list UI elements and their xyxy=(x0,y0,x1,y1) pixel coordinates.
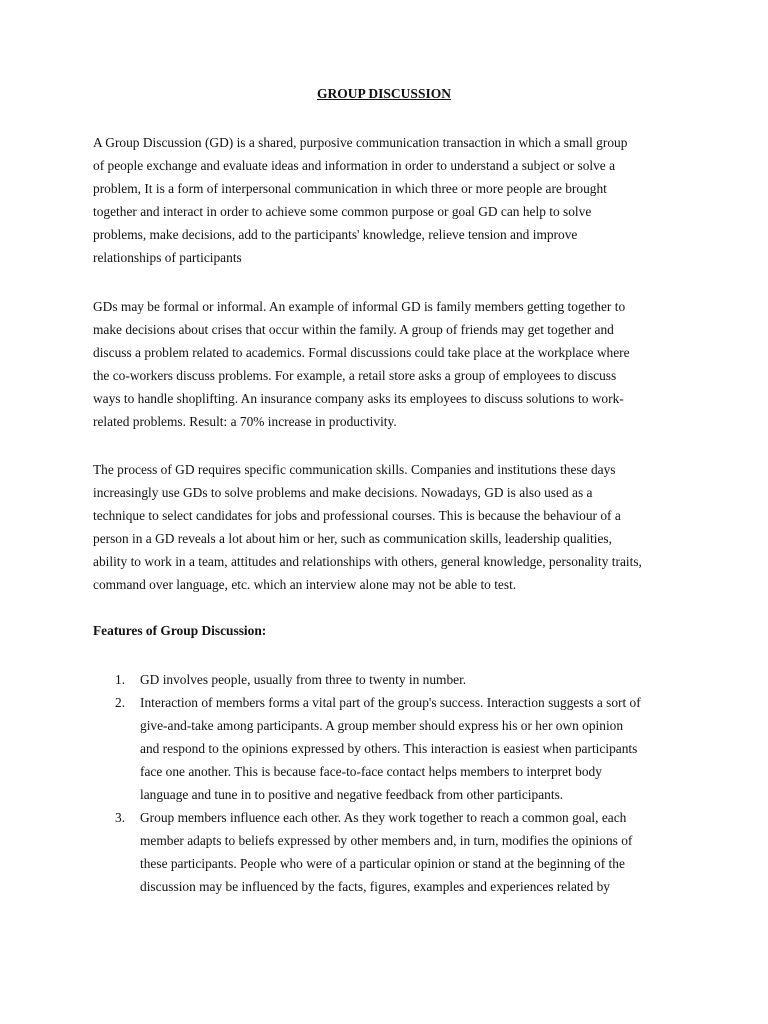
paragraph-line: problem, It is a form of interpersonal communication in which three or more people are brought xyxy=(93,181,607,196)
list-item-text: GD involves people, usually from three to twenty in number. xyxy=(140,672,467,687)
list-item-text: these participants. People who were of a particular opinion or stand at the beginning of the xyxy=(140,856,625,871)
list-item-line xyxy=(93,668,683,691)
features-list xyxy=(93,668,683,898)
paragraph-line: make decisions about crises that occur within the family. A group of friends may get together and xyxy=(93,322,614,337)
paragraph-line: technique to select candidates for jobs and professional courses. This is because the behaviour of a xyxy=(93,508,621,523)
list-item-line xyxy=(93,806,683,829)
paragraph-intro xyxy=(93,131,683,269)
paragraph-line: problems, make decisions, add to the participants' knowledge, relieve tension and improve xyxy=(93,227,578,242)
list-item-text: member adapts to beliefs expressed by other members and, in turn, modifies the opinions of xyxy=(140,833,633,848)
paragraph-formal-informal xyxy=(93,295,683,433)
list-item-line xyxy=(93,691,683,714)
paragraph-line: ability to work in a team, attitudes and relationships with others, general knowledge, personality traits, xyxy=(93,554,642,569)
paragraph-line: person in a GD reveals a lot about him or her, such as communication skills, leadership qualities, xyxy=(93,531,612,546)
list-item-text: language and tune in to positive and negative feedback from other participants. xyxy=(140,787,564,802)
paragraph-line: The process of GD requires specific communication skills. Companies and institutions these days xyxy=(93,462,616,477)
paragraph-line: ways to handle shoplifting. An insurance company asks its employees to discuss solutions to work- xyxy=(93,391,624,406)
list-item-text: give-and-take among participants. A group member should express his or her own opinion xyxy=(140,718,624,733)
list-item-line xyxy=(93,852,683,875)
list-item-number: 3. xyxy=(115,810,126,825)
features-heading: Features of Group Discussion: xyxy=(93,623,267,638)
paragraph-line: A Group Discussion (GD) is a shared, purposive communication transaction in which a small group xyxy=(93,135,628,150)
list-item-line xyxy=(93,875,683,898)
list-item-text: Interaction of members forms a vital part of the group's success. Interaction suggests a sort of xyxy=(140,695,641,710)
list-item-line xyxy=(93,760,683,783)
paragraph-line: together and interact in order to achieve some common purpose or goal GD can help to solve xyxy=(93,204,592,219)
list-item-text: face one another. This is because face-to-face contact helps members to interpret body xyxy=(140,764,602,779)
paragraph-line: discuss a problem related to academics. Formal discussions could take place at the workplace where xyxy=(93,345,630,360)
list-item-text: and respond to the opinions expressed by others. This interaction is easiest when participants xyxy=(140,741,638,756)
page-title: GROUP DISCUSSION xyxy=(317,86,451,101)
paragraph-line: command over language, etc. which an interview alone may not be able to test. xyxy=(93,577,517,592)
list-item-line xyxy=(93,714,683,737)
paragraph-line: related problems. Result: a 70% increase in productivity. xyxy=(93,414,397,429)
list-item-line xyxy=(93,737,683,760)
list-item xyxy=(93,806,683,898)
list-item-number: 2. xyxy=(115,695,126,710)
paragraph-line: the co-workers discuss problems. For example, a retail store asks a group of employees to discuss xyxy=(93,368,617,383)
list-item-line xyxy=(93,783,683,806)
list-item-text: discussion may be influenced by the facts, figures, examples and experiences related by xyxy=(140,879,610,894)
list-item xyxy=(93,691,683,806)
paragraph-line: GDs may be formal or informal. An example of informal GD is family members getting together to xyxy=(93,299,626,314)
paragraph-line: relationships of participants xyxy=(93,250,242,265)
list-item-line xyxy=(93,829,683,852)
paragraph-process xyxy=(93,458,683,596)
paragraph-line: increasingly use GDs to solve problems and make decisions. Nowadays, GD is also used as a xyxy=(93,485,593,500)
list-item xyxy=(93,668,683,691)
list-item-text: Group members influence each other. As they work together to reach a common goal, each xyxy=(140,810,627,825)
paragraph-line: of people exchange and evaluate ideas and information in order to understand a subject or solve a xyxy=(93,158,616,173)
list-item-number: 1. xyxy=(115,672,126,687)
